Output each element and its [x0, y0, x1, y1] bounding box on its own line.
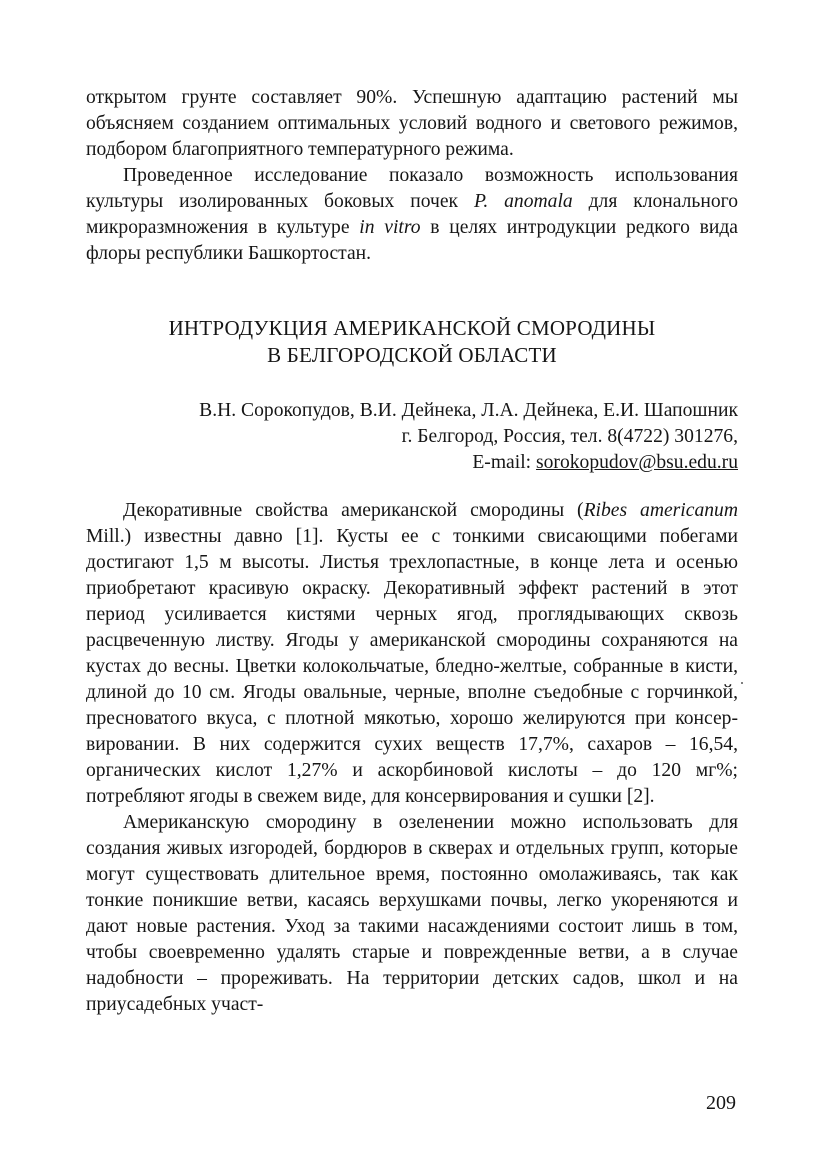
scan-artifact: [741, 682, 743, 684]
article-body: [86, 498, 738, 1018]
article-title-line-1: ИНТРОДУКЦИЯ АМЕРИКАНСКОЙ СМОРОДИНЫ: [168, 316, 656, 340]
previous-article-ending: [86, 85, 738, 267]
author-block: [86, 398, 738, 476]
article-title: [86, 315, 738, 369]
continuation-paragraph: открытом грунте составляет 90%. Успешную адаптацию растений мы объясняем созданием оптимальных условий водного и светового режимов, подбором благоприятного температурного режима.: [86, 87, 738, 160]
page-number: 209: [706, 1092, 736, 1114]
latin-species-name: Ribes americanum: [583, 500, 738, 521]
conclusion-text-1: Проведенное исследование показало возможность использования культуры изолированных боковых почек: [86, 165, 738, 212]
conclusion-text-2: для клонального микроразмножения в культуре: [86, 191, 738, 238]
email-link[interactable]: sorokopudov@bsu.edu.ru: [536, 452, 738, 473]
conclusion-text-3: в целях интродукции редкого вида флоры республики Башкортостан.: [86, 217, 738, 264]
body-paragraph-1: [86, 498, 738, 810]
conclusion-paragraph: [86, 163, 738, 267]
body-p1-text-2: Mill.) известны давно [1]. Кусты ее с тонкими свисающими побегами достигают 1,5 м высоты. Листья трехлопастные, в конце лета и осенью приобретают красивую окраску. Декоративный эффект растений в этот период усиливается кистями черных ягод, проглядывающих сквозь расцвеченную листву. Ягоды у американской смородины сохраняются на кустах до весны. Цветки колокольчатые, бледно-желтые, собранные в кисти, длиной до 10 см. Ягоды овальные, черные, вполне съедобные с горчинкой, пресноватого вкуса, с плотной мякотью, хорошо желируются при консервировании. В них содержится сухих веществ 17,7%, сахаров – 16,54, органических кислот 1,27% и аскорбиновой кислоты – до 120 мг%; потребляют ягоды в свежем виде, для консервирования и сушки [2].: [86, 526, 738, 807]
in-vitro-term: in vitro: [359, 217, 421, 238]
body-p1-text-1: Декоративные свойства американской смородины (: [123, 500, 584, 521]
author-names: В.Н. Сорокопудов, В.И. Дейнека, Л.А. Дейнека, Е.И. Шапошник: [199, 400, 738, 421]
author-email-line: [86, 450, 738, 476]
email-label: E-mail:: [472, 452, 536, 473]
article-title-line-2: В БЕЛГОРОДСКОЙ ОБЛАСТИ: [267, 343, 557, 367]
author-location: г. Белгород, Россия, тел. 8(4722) 301276,: [401, 426, 738, 447]
body-paragraph-2: Американскую смородину в озеленении можно использовать для создания живых изгородей, бордюров в скверах и отдельных групп, которые могут существовать длительное время, постоянно омолаживаясь, так как тонкие поникшие ветви, касаясь верхушками почвы, легко укореняются и дают новые растения. Уход за такими насаждениями состоит лишь в том, чтобы своевременно удалять старые и поврежденные ветви, а в случае надобности – прореживать. На территории детских садов, школ и на приусадебных участ-: [86, 812, 738, 1015]
species-name: P. anomala: [473, 191, 573, 212]
